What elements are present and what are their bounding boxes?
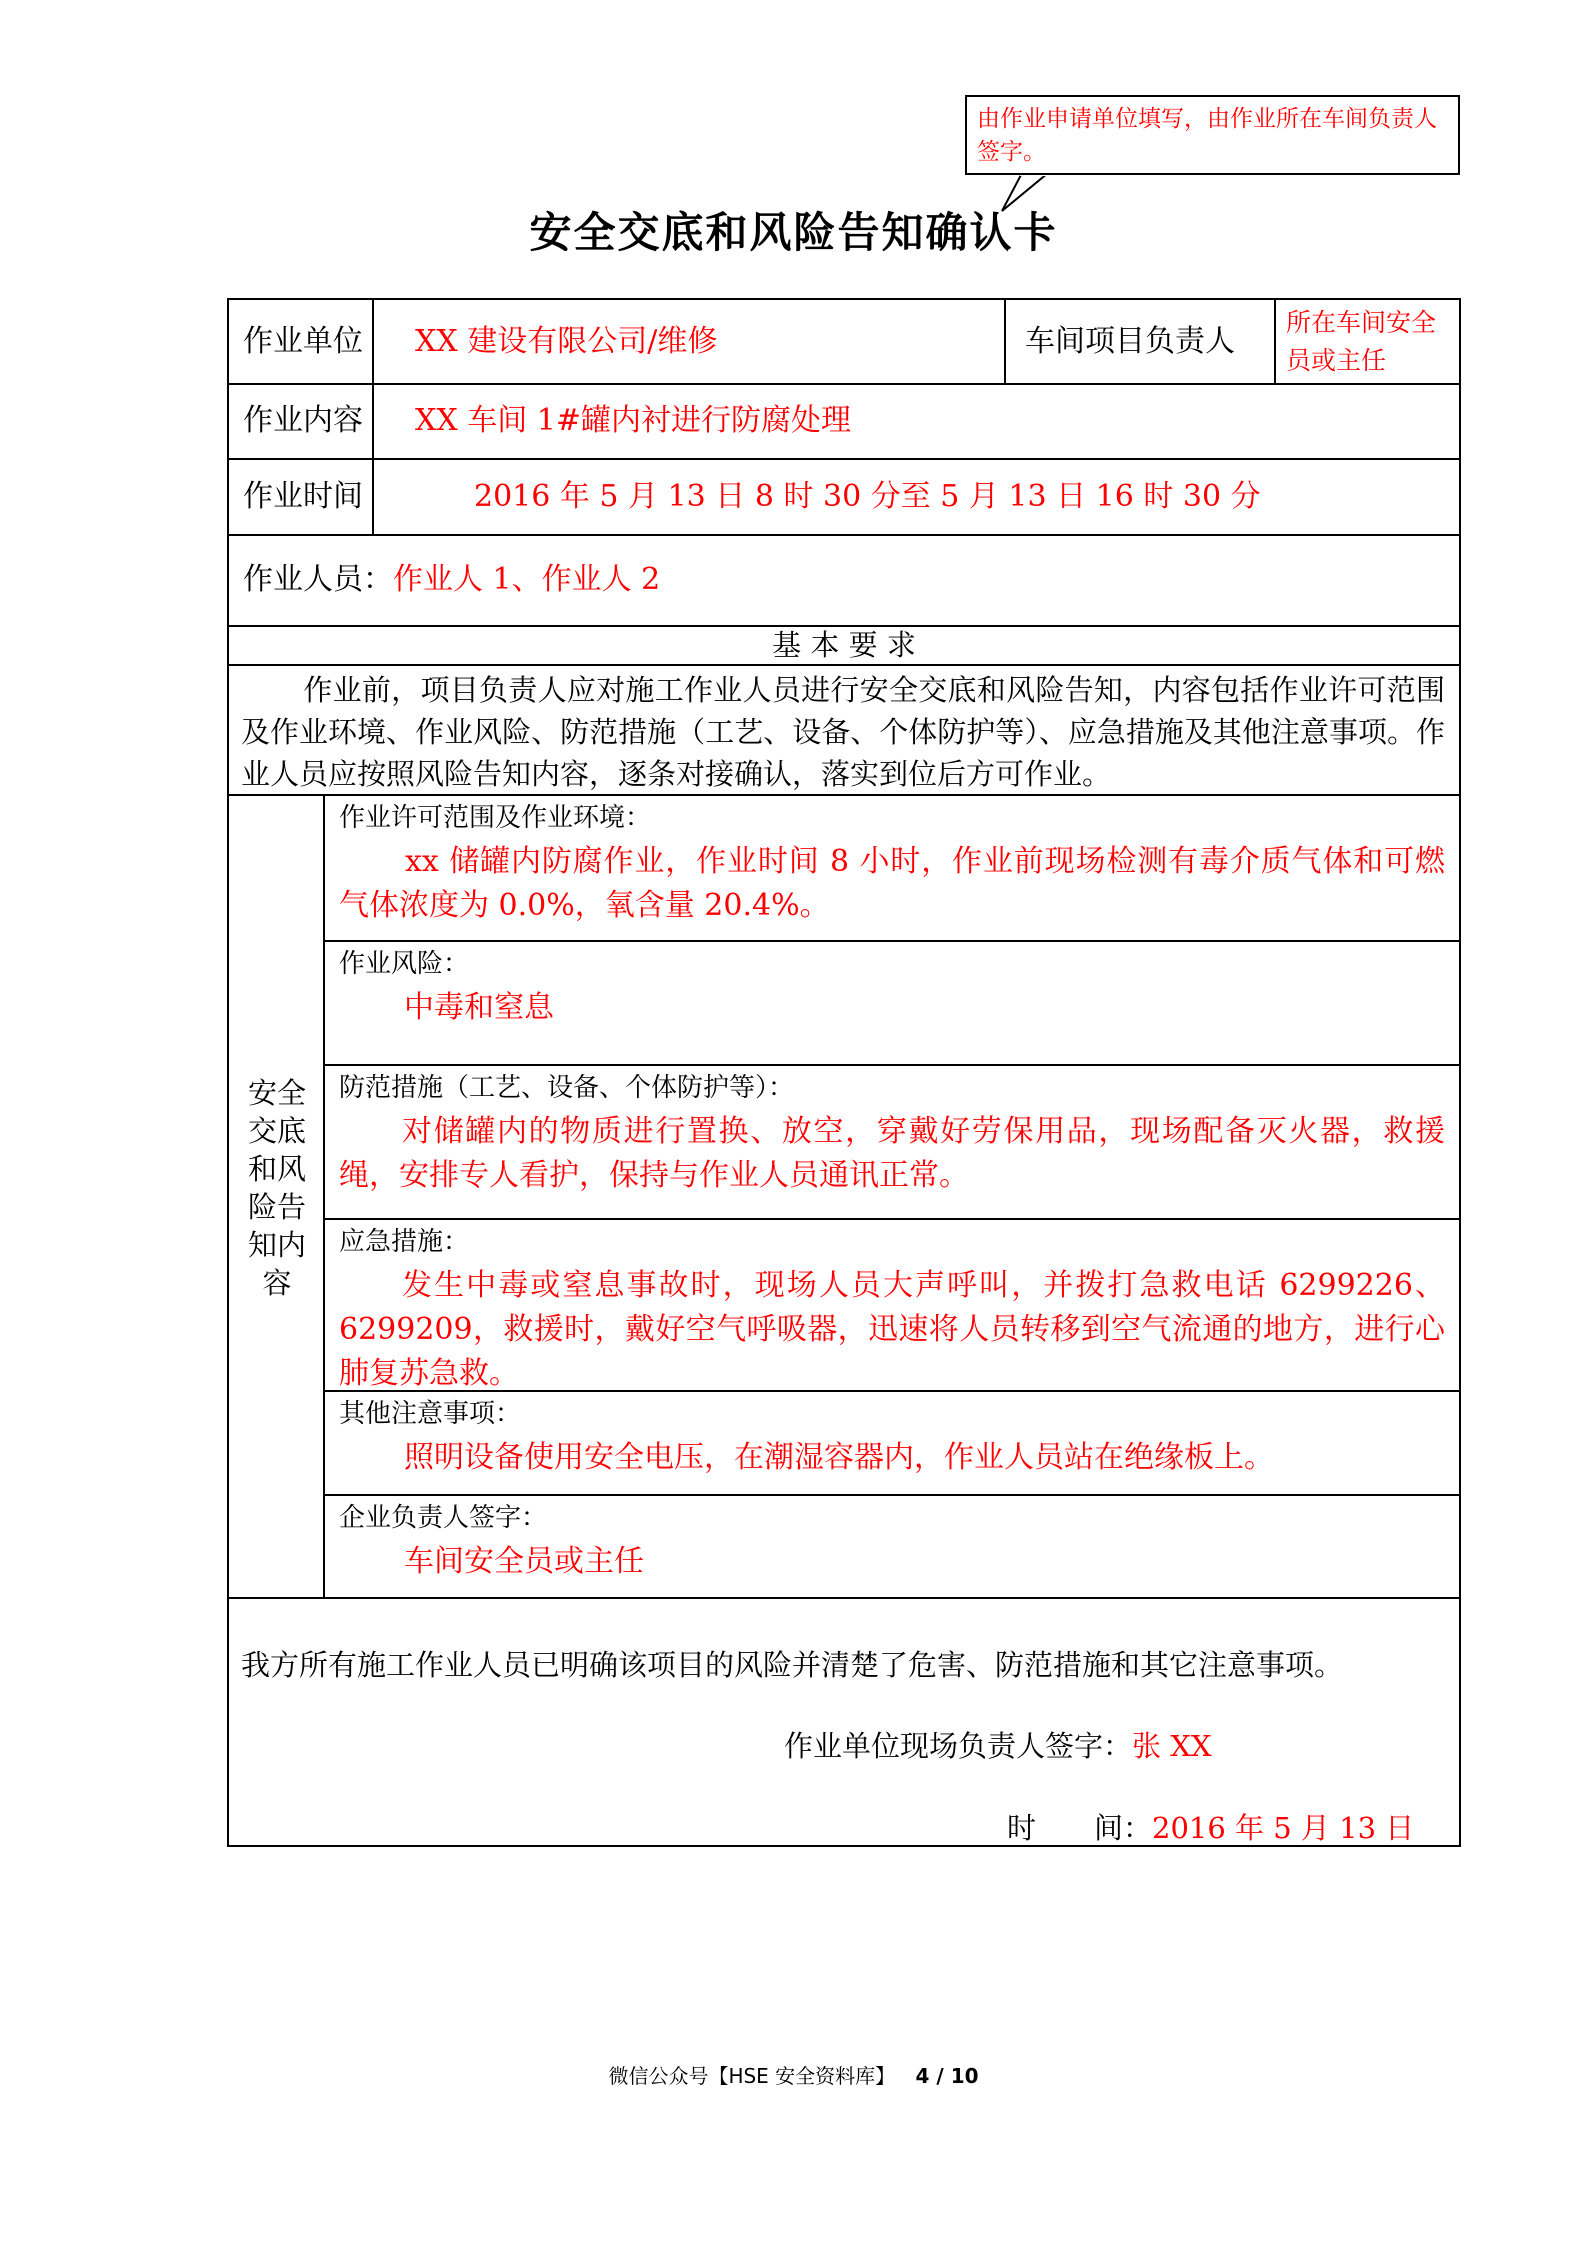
section-body: 车间安全员或主任 xyxy=(404,1544,644,1579)
personnel-value: 作业人 1、作业人 2 xyxy=(393,562,661,597)
section-body: 对储罐内的物质进行置换、放空，穿戴好劳保用品，现场配备灭火器，救援绳，安排专人看护，保持与作业人员通讯正常。 xyxy=(339,1114,1445,1193)
personnel-row xyxy=(243,560,660,600)
callout-text: 由作业申请单位填写，由作业所在车间负责人签字。 xyxy=(977,106,1437,165)
signature-label: 作业单位现场负责人签字： xyxy=(784,1729,1133,1763)
page-footer xyxy=(0,2060,1587,2089)
unit-label: 作业单位 xyxy=(243,324,363,359)
callout-pointer-icon xyxy=(1000,173,1060,213)
manager-label: 车间项目负责人 xyxy=(1025,324,1235,359)
basic-requirements-text: 作业前，项目负责人应对施工作业人员进行安全交底和风险告知，内容包括作业许可范围及作业环境、作业风险、防范措施（工艺、设备、个体防护等）、应急措施及其他注意事项。作业人员应按照风险告知内容，逐条对接确认，落实到位后方可作业。 xyxy=(241,673,1445,791)
side-label: 安全交底和风险告知内容 xyxy=(247,1076,306,1300)
section-body: 发生中毒或窒息事故时，现场人员大声呼叫，并拨打急救电话 6299226、6299209，救援时，戴好空气呼吸器，迅速将人员转移到空气流通的地方，进行心肺复苏急救。 xyxy=(339,1268,1445,1391)
section-title: 应急措施： xyxy=(339,1227,470,1257)
time-value: 2016 年 5 月 13 日 8 时 30 分至 5 月 13 日 16 时 30 分 xyxy=(474,479,1261,514)
section-title: 企业负责人签字： xyxy=(339,1503,548,1533)
confirm-time-row xyxy=(1007,1808,1414,1848)
section-body: xx 储罐内防腐作业，作业时间 8 小时，作业前现场检测有毒介质气体和可燃气体浓度为 0.0%，氧含量 20.4%。 xyxy=(339,844,1445,923)
section-body: 照明设备使用安全电压，在潮湿容器内，作业人员站在绝缘板上。 xyxy=(404,1440,1274,1475)
section-title: 其他注意事项： xyxy=(339,1399,522,1429)
page-number: 4 / 10 xyxy=(915,2064,979,2088)
confirm-signature-row xyxy=(784,1726,1212,1766)
page-title: 安全交底和风险告知确认卡 xyxy=(529,208,1058,257)
confirm-time-label: 时 间： xyxy=(1007,1811,1153,1845)
section-leader-signature xyxy=(339,1500,1445,1584)
confirmation-form xyxy=(227,298,1461,1847)
section-body: 中毒和窒息 xyxy=(404,990,554,1025)
section-title: 作业许可范围及作业环境： xyxy=(339,803,652,833)
section-title: 防范措施（工艺、设备、个体防护等）： xyxy=(339,1073,795,1103)
section-emergency xyxy=(339,1224,1445,1396)
section-title: 作业风险： xyxy=(339,949,470,979)
section-precautions xyxy=(339,1070,1445,1198)
manager-value: 所在车间安全员或主任 xyxy=(1286,308,1437,375)
signature-value: 张 XX xyxy=(1132,1729,1212,1763)
section-work-risk xyxy=(339,946,1445,1030)
confirm-statement: 我方所有施工作业人员已明确该项目的风险并清楚了危害、防范措施和其它注意事项。 xyxy=(241,1648,1344,1682)
confirm-time-value: 2016 年 5 月 13 日 xyxy=(1152,1811,1415,1845)
content-label: 作业内容 xyxy=(243,403,363,438)
unit-value: XX 建设有限公司/维修 xyxy=(415,324,718,359)
content-value: XX 车间 1#罐内衬进行防腐处理 xyxy=(415,403,852,438)
section-permit-scope xyxy=(339,800,1445,928)
basic-requirements-heading: 基 本 要 求 xyxy=(772,628,916,662)
instruction-callout xyxy=(965,95,1460,175)
footer-text: 微信公众号【HSE 安全资料库】 xyxy=(608,2064,896,2088)
section-other-notes xyxy=(339,1396,1445,1480)
time-label: 作业时间 xyxy=(243,479,363,514)
personnel-label: 作业人员： xyxy=(243,562,393,597)
